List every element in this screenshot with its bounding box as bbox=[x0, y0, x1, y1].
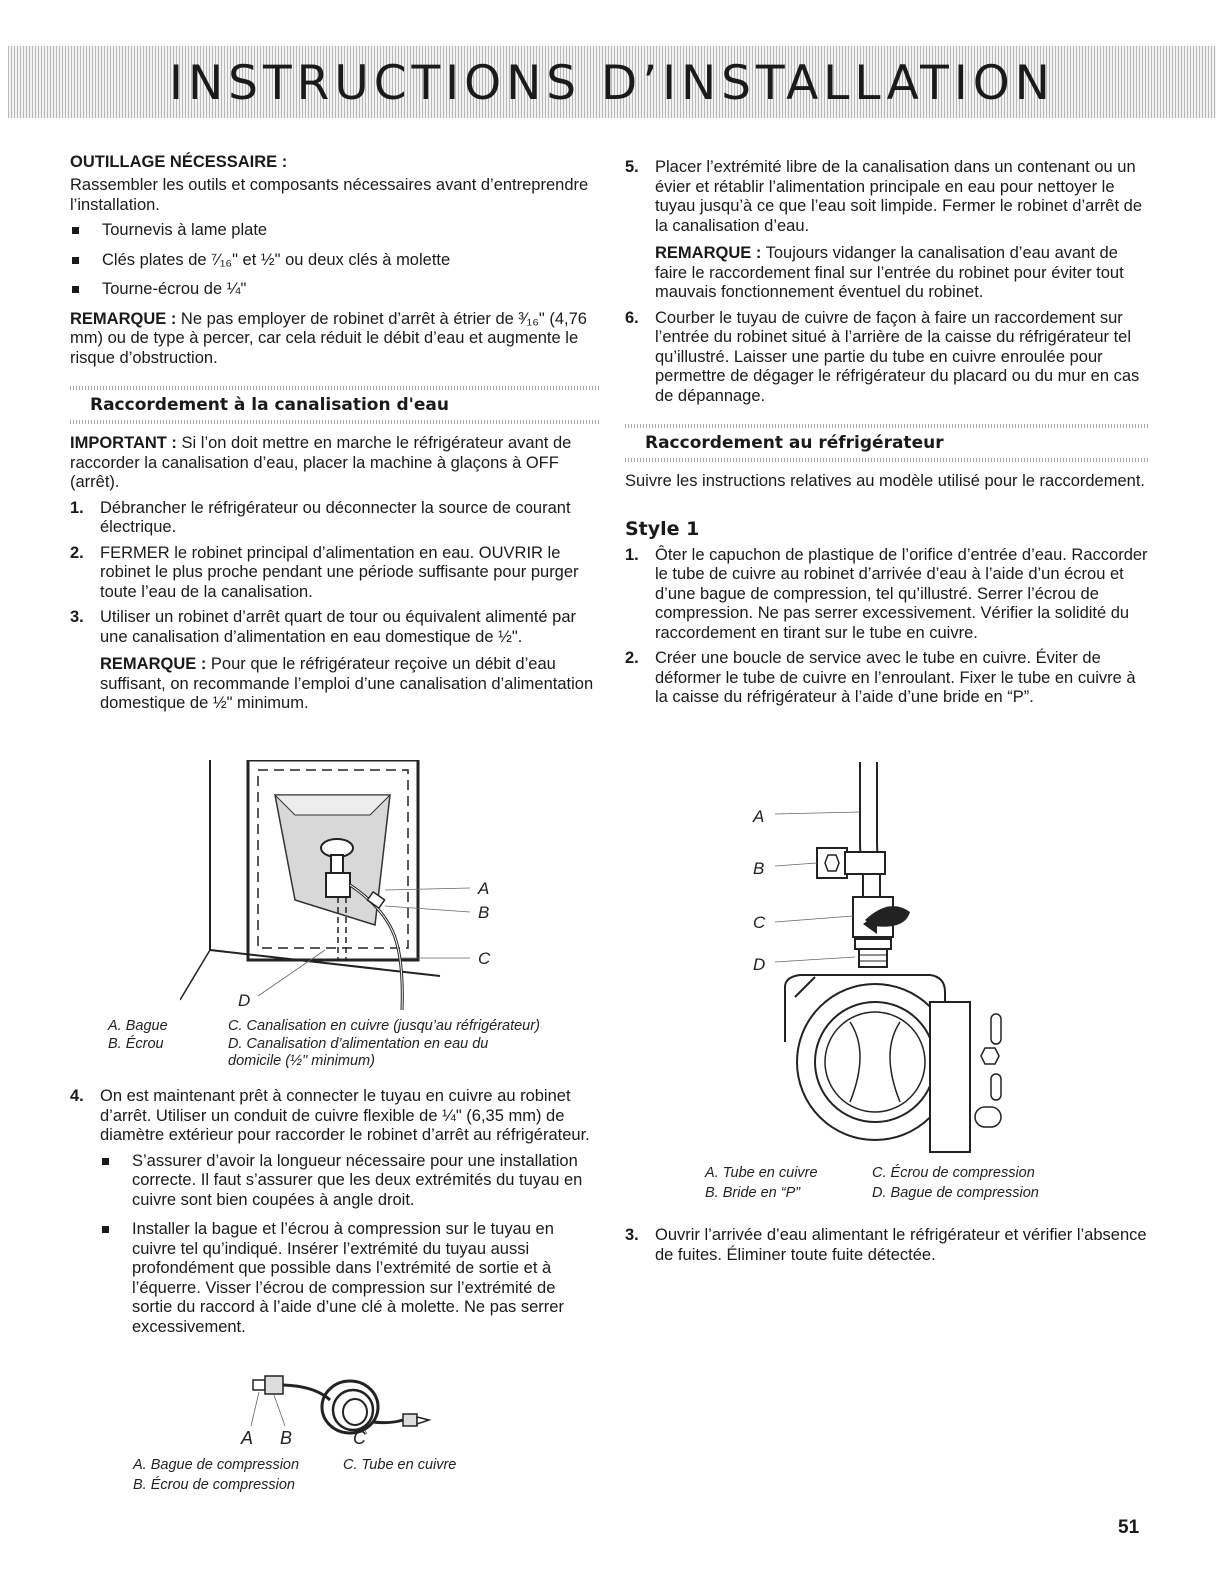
remark-text: Toujours vidanger la canalisation d’eau avant de faire le raccordement final sur l’entrée du robinet pour éviter tout mauvais fonctionnement éventuel du robinet. bbox=[655, 244, 1124, 301]
list-item: Clés plates de ⁷⁄₁₆" et ½" ou deux clés à molette bbox=[70, 251, 600, 271]
remark-step3 bbox=[100, 655, 600, 714]
left-column bbox=[70, 152, 600, 720]
remark-step5 bbox=[655, 244, 1150, 303]
list-item: Tourne-écrou de ¼" bbox=[70, 280, 600, 300]
section-title: Raccordement au réfrigérateur bbox=[645, 433, 944, 453]
step-text: Débrancher le réfrigérateur ou déconnecter la source de courant électrique. bbox=[100, 498, 571, 536]
step-number: 1. bbox=[70, 498, 84, 517]
fig2-label-b: B bbox=[280, 1428, 293, 1448]
tools-intro: Rassembler les outils et composants nécessaires avant d’entreprendre l’installation. bbox=[70, 176, 589, 214]
step-item bbox=[70, 544, 600, 603]
caption-d: D. Bague de compression bbox=[872, 1185, 1039, 1201]
remark-text: Ne pas employer de robinet d’arrêt à étrier de ³⁄₁₆" (4,76 mm) ou de type à percer, car cela réduit le débit d’eau et augmente le risque d’obstruction. bbox=[70, 309, 587, 367]
water-valve-illustration bbox=[745, 762, 1035, 1162]
caption-a: A. Bague de compression bbox=[133, 1457, 300, 1473]
style-steps-list bbox=[625, 546, 1150, 708]
divider bbox=[70, 420, 600, 424]
step-number: 2. bbox=[625, 649, 639, 667]
section-title: Raccordement à la canalisation d'eau bbox=[90, 395, 449, 415]
remark-label: REMARQUE : bbox=[655, 244, 762, 262]
list-item: S’assurer d’avoir la longueur nécessaire pour une installation correcte. Il faut s’assurer que les deux extrémités du tuyau en cuivre sont bien coupées à angle droit. bbox=[100, 1152, 600, 1211]
steps-list bbox=[70, 1087, 600, 1337]
step-text: On est maintenant prêt à connecter le tuyau en cuivre au robinet d’arrêt. Utiliser un conduit de cuivre flexible de ¼" (6,35 mm) de diamètre extérieur pour raccorder le robinet d’arrêt au réfrigérateur. bbox=[100, 1087, 590, 1144]
page-number: 51 bbox=[1118, 1517, 1140, 1538]
step4-bullets bbox=[100, 1152, 600, 1338]
step-text: Placer l’extrémité libre de la canalisation dans un contenant ou un évier et rétablir l’alimentation principale en eau pour nettoyer le tuyau jusqu’à ce que l’eau soit limpide. Fermer le robinet d’arrêt de la canalisation d’eau. bbox=[655, 158, 1143, 235]
steps-list bbox=[70, 499, 600, 714]
caption-c: C. Écrou de compression bbox=[872, 1165, 1035, 1181]
remark-label: REMARQUE : bbox=[100, 655, 207, 673]
step-text: Créer une boucle de service avec le tube en cuivre. Éviter de déformer le tube de cuivre en l’enroulant. Fixer le tube en cuivre à la caisse du réfrigérateur à l’aide d’une bride en “P”. bbox=[655, 649, 1136, 706]
step-item bbox=[625, 1226, 1150, 1265]
step-item bbox=[70, 608, 600, 714]
fig1-label-d: D bbox=[238, 991, 251, 1010]
remark-text: Pour que le réfrigérateur reçoive un débit d’eau suffisant, on recommande l’emploi d’une canalisation d’alimentation domestique de ½" minimum. bbox=[100, 655, 594, 712]
compression-fitting-illustration bbox=[225, 1372, 445, 1452]
step-text: FERMER le robinet principal d’alimentation en eau. OUVRIR le robinet le plus proche pendant une période suffisante pour purger toute l’eau de la canalisation. bbox=[100, 543, 579, 601]
step-text: Ouvrir l’arrivée d’eau alimentant le réfrigérateur et vérifier l’absence de fuites. Éliminer toute fuite détectée. bbox=[655, 1226, 1147, 1264]
list-item: Installer la bague et l’écrou à compression sur le tuyau en cuivre tel qu’indiqué. Insérer l’extrémité du tuyau aussi profondément que possible dans l’extrémité de sortie et à l’équerre. Visser l’écrou de compression sur l’extrémité de sortie du raccord à l’aide d’une clé à molette. Ne pas serrer excessivement. bbox=[100, 1220, 600, 1337]
caption-c: C. Tube en cuivre bbox=[343, 1457, 457, 1473]
remark-tools bbox=[70, 310, 600, 369]
step-text: Ôter le capuchon de plastique de l’orifice d’entrée d’eau. Raccorder le tube de cuivre au robinet d’arrivée d’eau à l’aide d’un écrou et d’une bague de compression, tel qu’illustré. Serrer l’écrou de compression. Ne pas serrer excessivement. Vérifier la solidité du raccordement en tirant sur le tube en cuivre. bbox=[655, 545, 1148, 642]
step-number: 4. bbox=[70, 1087, 84, 1105]
step-number: 1. bbox=[625, 545, 639, 564]
remark-label: REMARQUE : bbox=[70, 309, 177, 328]
caption-b: B. Bride en “P” bbox=[705, 1185, 801, 1201]
caption-b: B. Écrou bbox=[108, 1036, 164, 1052]
tools-heading: OUTILLAGE NÉCESSAIRE : bbox=[70, 153, 288, 171]
caption-a: A. Bague bbox=[108, 1018, 168, 1034]
important-text: Si l’on doit mettre en marche le réfrigérateur avant de raccorder la canalisation d’eau, placer la machine à glaçons à OFF (arrêt). bbox=[70, 434, 572, 491]
fig1-label-b: B bbox=[478, 903, 490, 922]
section-refrigerator bbox=[625, 424, 1150, 462]
caption-d: D. Canalisation d’alimentation en eau du domicile (½" minimum) bbox=[228, 1036, 489, 1069]
section-intro: Suivre les instructions relatives au modèle utilisé pour le raccordement. bbox=[625, 472, 1145, 490]
important-label: IMPORTANT : bbox=[70, 434, 177, 452]
caption-a: A. Tube en cuivre bbox=[705, 1165, 818, 1181]
shutoff-valve-illustration bbox=[180, 760, 510, 1020]
step-item bbox=[70, 499, 600, 538]
fig3-label-d: D bbox=[753, 955, 766, 974]
step-number: 3. bbox=[625, 1226, 639, 1244]
divider bbox=[625, 458, 1150, 462]
list-item: Tournevis à lame plate bbox=[70, 221, 600, 241]
step-item bbox=[625, 158, 1150, 303]
style-heading: Style 1 bbox=[625, 517, 700, 540]
header-banner bbox=[8, 46, 1216, 118]
step-item bbox=[625, 546, 1150, 644]
step-number: 5. bbox=[625, 158, 639, 176]
section-water-line bbox=[70, 386, 600, 424]
page-title: INSTRUCTIONS D’INSTALLATION bbox=[169, 56, 1055, 111]
step-number: 3. bbox=[70, 608, 84, 626]
step-text: Utiliser un robinet d’arrêt quart de tour ou équivalent alimenté par une canalisation d’alimentation en eau domestique de ½". bbox=[100, 608, 577, 646]
step-text: Courber le tuyau de cuivre de façon à faire un raccordement sur l’entrée du robinet situé à l’arrière de la caisse du réfrigérateur tel qu’illustré. Laisser une partie du tube en cuivre enroulée pour permettre de dégager le réfrigérateur du placard ou du mur en cas de dépannage. bbox=[655, 308, 1140, 405]
fig3-label-a: A bbox=[753, 807, 765, 826]
step-item bbox=[625, 309, 1150, 407]
fig1-label-a: A bbox=[478, 879, 490, 898]
step-number: 6. bbox=[625, 308, 639, 327]
step-number: 2. bbox=[70, 543, 84, 562]
caption-c: C. Canalisation en cuivre (jusqu’au réfrigérateur) bbox=[228, 1018, 540, 1034]
fig2-label-a: A bbox=[241, 1428, 254, 1448]
step-item bbox=[625, 649, 1150, 708]
left-column-bottom bbox=[70, 1081, 600, 1347]
caption-b: B. Écrou de compression bbox=[133, 1477, 295, 1493]
fig3-label-b: B bbox=[753, 859, 765, 878]
fig1-label-c: C bbox=[478, 949, 491, 968]
tools-list bbox=[70, 221, 600, 300]
steps-list bbox=[625, 1226, 1150, 1265]
important-note bbox=[70, 434, 600, 493]
right-column bbox=[625, 152, 1150, 714]
fig2-label-c: C bbox=[353, 1428, 366, 1448]
right-column-bottom bbox=[625, 1220, 1150, 1271]
steps-list bbox=[625, 158, 1150, 406]
step-item bbox=[70, 1087, 600, 1337]
fig3-label-c: C bbox=[753, 913, 766, 932]
